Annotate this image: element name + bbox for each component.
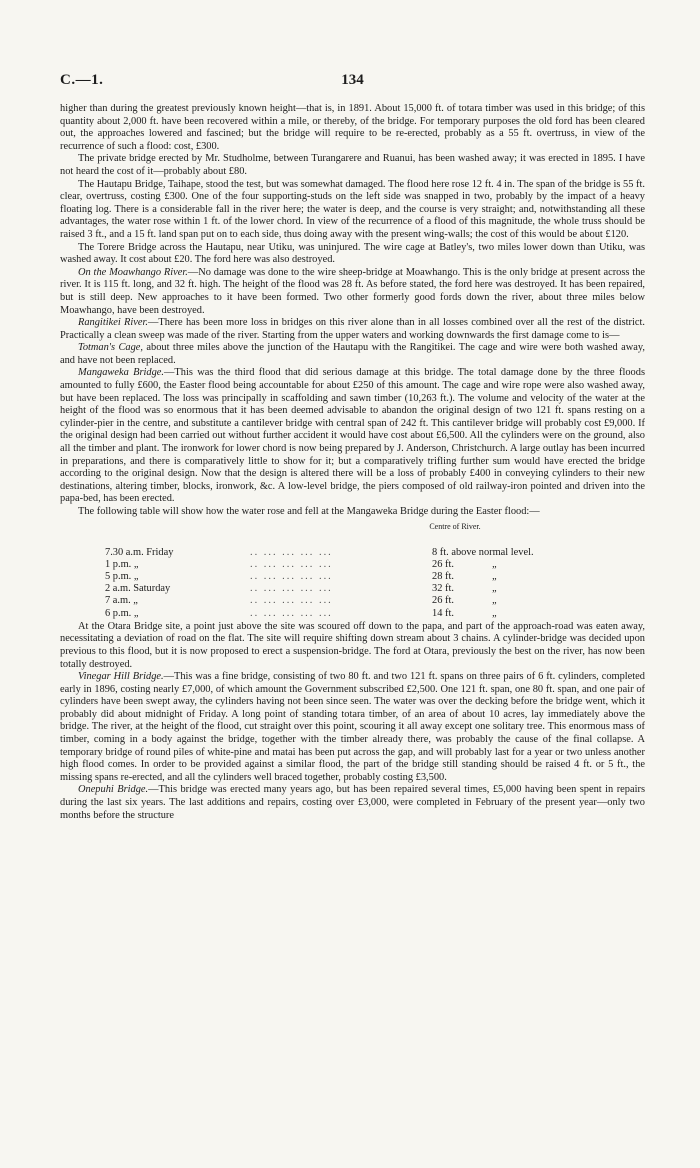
paragraph [60, 506, 645, 519]
paragraph-heading: Vinegar Hill Bridge. [78, 671, 164, 683]
time-cell: 7.30 a.m. Friday [105, 546, 174, 558]
leader-dots: .. ... ... ... ... [250, 546, 333, 558]
paragraph-text: —No damage was done to the wire sheep-bridge at Moawhango. This is the only bridge at present across the river. It is 115 ft. long, and 32 ft. high. The height of the flood was 28 ft. As before stated, the ford here was destroyed. It has been repaired, but is still deep. New approaches to it have been formed. Two other formerly good fords down the river, about three miles below Moawhango, have been destroyed. [60, 266, 645, 316]
paragraph [60, 103, 645, 153]
paragraph-text: The private bridge erected by Mr. Studholme, between Turangarere and Ruanui, has been washed away; it was erected in 1895. I have not heard the cost of it—probably about £80. [60, 153, 645, 177]
table-row [60, 571, 645, 583]
paragraph-text: The following table will show how the water rose and fell at the Mangaweka Bridge during the Easter flood:— [78, 506, 540, 517]
time-cell: 1 p.m. „ [105, 558, 139, 570]
table-header [60, 521, 645, 547]
level-cell: 26 ft. [432, 595, 454, 607]
paragraph [60, 342, 645, 367]
paragraph-text: At the Otara Bridge site, a point just above the site was scoured off down to the papa, and part of the approach-road was eaten away, necessitating a deviation of road on the flat. The site will require shifting down stream about 3 chains. A cylinder-bridge was decided upon previous to this flood, but it is now proposed to erect a suspension-bridge. The ford at Otara, previously the best on the river, has now been totally destroyed. [60, 620, 645, 670]
page-header [60, 72, 645, 96]
table-row [60, 583, 645, 595]
paragraph [60, 179, 645, 242]
level-cell: 28 ft. [432, 570, 454, 582]
body-text-continued [60, 621, 645, 823]
paragraph-text: —This bridge was erected many years ago, but has been repaired several times, £5,000 having been spent in repairs during the last six years. The last additions and repairs, costing over £3,000, were completed in February of the present year—only two months before the structure [60, 784, 645, 821]
paragraph-text: about three miles above the junction of the Hautapu with the Rangitikei. The cage and wire were both washed away, and have not been replaced. [60, 342, 645, 366]
table-row [60, 608, 645, 620]
paragraph [60, 367, 645, 506]
paragraph-text: —This was a fine bridge, consisting of two 80 ft. and two 121 ft. spans on three pairs of 6 ft. cylinders, completed early in 1896, costing nearly £7,000, of which amount the Government subscribed £2,500. One 121 ft. span, one 80 ft. span, and one pair of cylinders have been swept away, the cylinders having not been since seen. The water was over the decking before the bridge went, which it probably did about midnight of Friday. A long point of standing totara timber, of an area of about 10 acres, lay immediately above the bridge. The river, at the height of the flood, cut straight over this point, scouring it all away except one solitary tree. This enormous mass of timber, coming in a body against the bridge, together with the timber already there, was probably the cause of the final collapse. A temporary bridge of round piles of white-pine and matai has been put across the gap, and will probably last for a year or two unless another high flood comes. In order to be provided against a similar flood, the part of the bridge still standing should be raised 4 ft. or 5 ft., the missing spans re-erected, and all the cylinders well braced together, probably costing £3,500. [60, 671, 645, 783]
paragraph-text: —This was the third flood that did serious damage at this bridge. The total damage done by the three floods amounted to fully £600, the Easter flood being accountable for about £250 of this amount. The cage and wire rope were also washed away, but have been replaced. The loss was principally in scaffolding and sawn timber (10,263 ft.). The volume and velocity of the water at the height of the flood was so enormous that it has been deemed advisable to abandon the original design of two 121 ft. spans resting on a cylinder-pier in the centre, and substitute a cantilever bridge with central span of 242 ft. This cantilever bridge will probably cost £9,000. If the original design had been carried out without further accident it would have cost about £6,500. All the cylinders were on the ground, also all the timber and plant. The ironwork for lower chord is now being prepared by J. Anderson, Christchurch. A large outlay has been incurred in preparations, and there is comparatively little to show for it; but a comparatively trifling further sum would have erected the bridge according to the original design. Now that the design is altered there will be a loss of probably £400 in conveying cylinders to their new destinations, altering timber, blocks, ironwork, &c. A low-level bridge, the piers composed of old railway-iron pointed and driven into the papa-bed, has been erected. [60, 367, 645, 505]
level-cell: 32 ft. [432, 583, 454, 595]
leader-dots: .. ... ... ... ... [250, 570, 333, 582]
paragraph-heading: Mangaweka Bridge. [78, 367, 165, 379]
table-row [60, 559, 645, 571]
body-text [60, 103, 645, 519]
time-cell: 6 p.m. „ [105, 607, 139, 619]
paragraph-heading: Onepuhi Bridge. [78, 784, 149, 796]
paragraph-text: The Torere Bridge across the Hautapu, near Utiku, was uninjured. The wire cage at Batley's, two miles lower down than Utiku, was washed away. It cost about £20. The ford here was also destroyed. [60, 241, 645, 266]
ditto-mark: „ [492, 595, 498, 607]
paragraph-text: The Hautapu Bridge, Taihape, stood the test, but was somewhat damaged. The flood here rose 12 ft. 4 in. The span of the bridge is 55 ft. clear, overtruss, costing £300. One of the four supporting-studs on the left side was snapped in two, probably by the impact of a heavy floating log. There is a considerable fall in the river here; the water is deep, and the course is very straight; and, notwithstanding all these advantages, the water rose within 1 ft. of the lower chord. In view of the recurrence of a flood of this magnitude, the whole truss should be raised 3 ft., and a 15 ft. land span put on to each side, thus doing away with the present wing-walls; the cost of this would be about £120. [60, 178, 645, 240]
level-cell: 26 ft. [432, 558, 454, 570]
paragraph [60, 267, 645, 317]
column-header-centre-of-river: Centre of River. [429, 521, 481, 531]
document-reference: C.—1. [60, 72, 104, 88]
paragraph [60, 671, 645, 784]
table-row [60, 595, 645, 607]
leader-dots: .. ... ... ... ... [250, 583, 333, 595]
paragraph [60, 153, 645, 178]
level-cell: 8 ft. above normal level. [432, 546, 534, 558]
ditto-mark: „ [492, 607, 498, 619]
leader-dots: .. ... ... ... ... [250, 558, 333, 570]
paragraph-heading: Totman's Cage, [78, 342, 144, 354]
leader-dots: .. ... ... ... ... [250, 595, 333, 607]
ditto-mark: „ [492, 570, 498, 582]
paragraph [60, 317, 645, 342]
time-cell: 7 a.m. „ [105, 595, 138, 607]
time-cell: 5 p.m. „ [105, 570, 139, 582]
ditto-mark: „ [492, 583, 498, 595]
document-page [60, 72, 645, 822]
paragraph [60, 621, 645, 671]
leader-dots: .. ... ... ... ... [250, 607, 333, 619]
paragraph-text: higher than during the greatest previously known height—that is, in 1891. About 15,000 ft. of totara timber was used in this bridge; of this quantity about 2,000 ft. have been recovered within a mile, or thereby, of the bridge. For temporary purposes the old ford has been cleared out, the approaches lowered and fascined; but the bridge will require to be re-erected, probably as a 55 ft. overtruss, in view of the recurrence of such a flood: cost, £300. [60, 103, 645, 152]
level-cell: 14 ft. [432, 607, 454, 619]
table-row [60, 547, 645, 559]
paragraph-text: —There has been more loss in bridges on this river alone than in all losses combined over all the rest of the district. Practically a clean sweep was made of the river. Starting from the upper waters and working downwards the first damage come to is— [60, 317, 645, 341]
paragraph-heading: Rangitikei River. [78, 317, 148, 329]
paragraph-heading: On the Moawhango River. [78, 266, 188, 278]
ditto-mark: „ [492, 558, 498, 570]
time-cell: 2 a.m. Saturday [105, 583, 171, 595]
flood-level-table [60, 521, 645, 620]
paragraph [60, 784, 645, 822]
page-number: 134 [341, 72, 364, 88]
table-rows [60, 547, 645, 620]
paragraph [60, 242, 645, 267]
